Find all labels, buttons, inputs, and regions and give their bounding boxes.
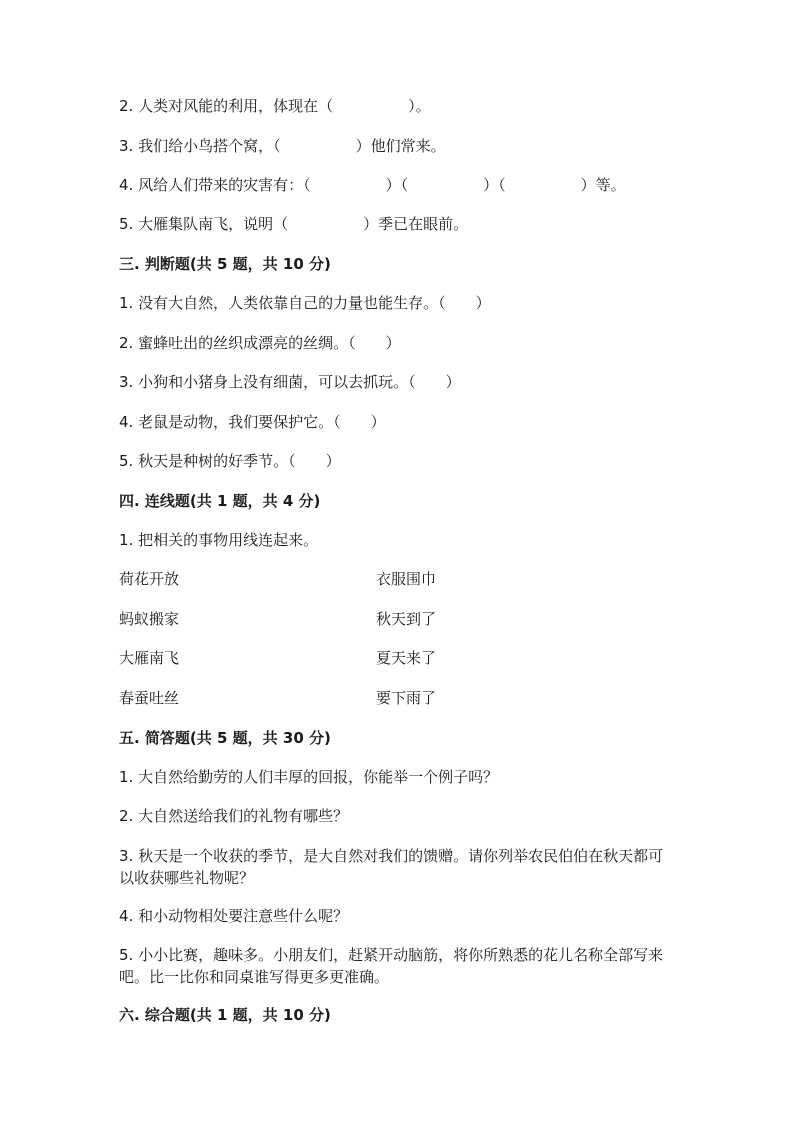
true-false-question-3: 3. 小狗和小猪身上没有细菌，可以去抓玩。（ ）: [119, 373, 461, 391]
fill-blank-question-5: 5. 大雁集队南飞，说明（ ）季已在眼前。: [119, 215, 469, 233]
matching-left-item: 大雁南飞: [119, 649, 180, 667]
true-false-question-4: 4. 老鼠是动物，我们要保护它。（ ）: [119, 413, 386, 431]
short-answer-question-1: 1. 大自然给勤劳的人们丰厚的回报，你能举一个例子吗？: [119, 768, 499, 786]
short-answer-question-2: 2. 大自然送给我们的礼物有哪些？: [119, 807, 349, 825]
matching-right-item: 要下雨了: [376, 689, 437, 707]
matching-right-item: 秋天到了: [376, 610, 437, 628]
section-heading-short-answer: 五. 简答题(共 5 题，共 30 分): [119, 729, 331, 747]
true-false-question-2: 2. 蜜蜂吐出的丝织成漂亮的丝绸。（ ）: [119, 334, 401, 352]
matching-right-item: 衣服围巾: [376, 570, 437, 588]
short-answer-question-3: 3. 秋天是一个收获的季节，是大自然对我们的馈赠。请你列举农民伯伯在秋天都可以收获哪些礼物呢？: [119, 847, 664, 887]
fill-blank-question-3: 3. 我们给小鸟搭个窝，（ ）他们常来。: [119, 137, 446, 155]
matching-left-item: 春蚕吐丝: [119, 689, 180, 707]
section-heading-true-false: 三. 判断题(共 5 题，共 10 分): [119, 255, 331, 273]
true-false-question-5: 5. 秋天是种树的好季节。（ ）: [119, 452, 341, 470]
short-answer-question-5: 5. 小小比赛，趣味多。小朋友们，赶紧开动脑筋，将你所熟悉的花儿名称全部写来吧。比一比你和同桌谁写得更多更准确。: [119, 946, 664, 986]
matching-left-item: 蚂蚁搬家: [119, 610, 180, 628]
true-false-question-1: 1. 没有大自然，人类依靠自己的力量也能生存。（ ）: [119, 294, 491, 312]
matching-left-item: 荷花开放: [119, 570, 180, 588]
short-answer-question-4: 4. 和小动物相处要注意些什么呢？: [119, 907, 349, 925]
fill-blank-question-2: 2. 人类对风能的利用，体现在（ ）。: [119, 97, 431, 115]
matching-right-item: 夏天来了: [376, 649, 437, 667]
fill-blank-question-4: 4. 风给人们带来的灾害有：（ ）（ ）（ ）等。: [119, 176, 626, 194]
matching-question: 1. 把相关的事物用线连起来。: [119, 531, 319, 549]
section-heading-matching: 四. 连线题(共 1 题，共 4 分): [119, 492, 321, 510]
section-heading-comprehensive: 六. 综合题(共 1 题，共 10 分): [119, 1006, 331, 1024]
